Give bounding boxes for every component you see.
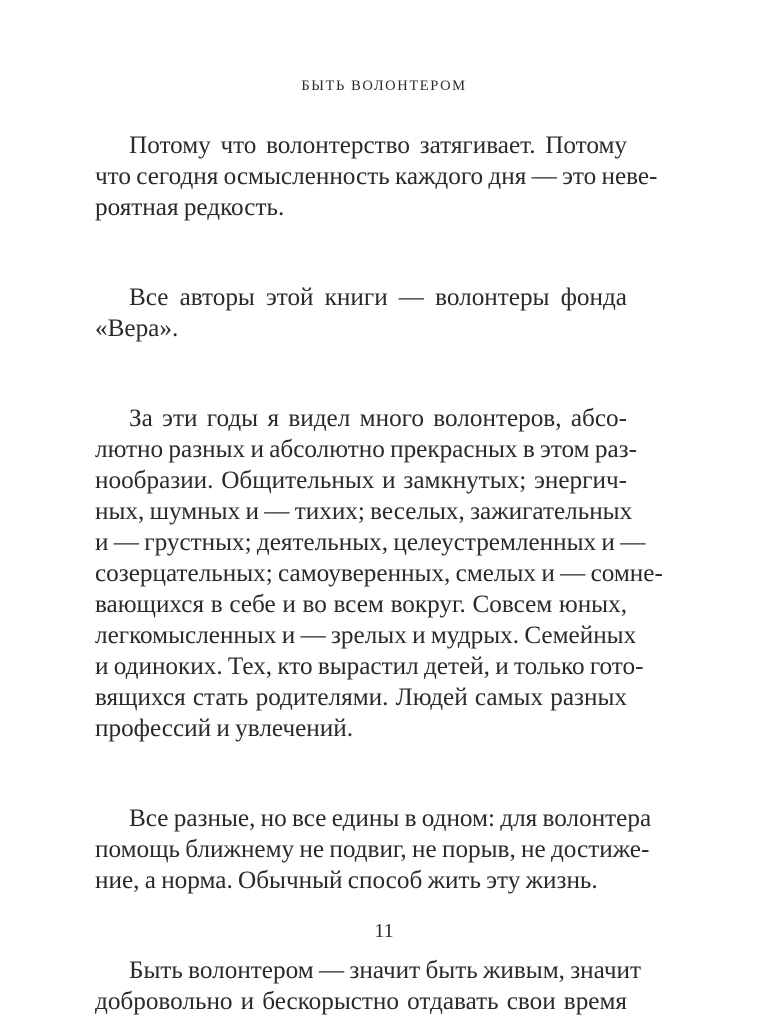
- text-line: вающихся в себе и во всем вокруг. Совсем юных,: [95, 591, 627, 618]
- text-line: Потому что волонтерство затягивает. Потому: [129, 132, 627, 159]
- text-line: «Вера».: [95, 315, 179, 342]
- text-line: профессий и увлечений.: [95, 715, 354, 742]
- text-line: ние, а норма. Обычный способ жить эту жизнь.: [95, 867, 598, 894]
- paragraph-5: [95, 955, 641, 1017]
- text-line: и одиноких. Тех, кто вырастил детей, и только гото-: [95, 653, 644, 680]
- text-line: что сегодня осмысленность каждого дня — это неве-: [95, 163, 658, 190]
- paragraph-3: [95, 403, 663, 744]
- body-text: [95, 130, 663, 1017]
- text-line: лютно разных и абсолютно прекрасных в этом раз-: [95, 436, 637, 463]
- text-line: Быть волонтером — значит быть живым, значит: [129, 957, 641, 984]
- paragraph-4: [95, 803, 652, 896]
- text-line: созерцательных; самоуверенных, смелых и — сомне-: [95, 560, 663, 587]
- text-line: За эти годы я видел много волонтеров, абсо-: [129, 405, 627, 432]
- running-head: БЫТЬ ВОЛОНТЕРОМ: [301, 78, 467, 94]
- text-line: ных, шумных и — тихих; веселых, зажигательных: [95, 498, 633, 525]
- text-line: Все разные, но все едины в одном: для волонтера: [129, 805, 652, 832]
- paragraph-1: [95, 130, 658, 223]
- paragraph-2: [95, 282, 627, 344]
- text-line: вящихся стать родителями. Людей самых разных: [95, 684, 627, 711]
- text-line: нообразии. Общительных и замкнутых; энергич-: [95, 467, 627, 494]
- text-line: добровольно и бескорыстно отдавать свои время: [95, 988, 627, 1015]
- text-line: Все авторы этой книги — волонтеры фонда: [129, 284, 627, 311]
- text-line: роятная редкость.: [95, 194, 285, 221]
- text-line: помощь ближнему не подвиг, не порыв, не достиже-: [95, 836, 650, 863]
- text-line: легкомысленных и — зрелых и мудрых. Семейных: [95, 622, 637, 649]
- page-number: 11: [374, 920, 394, 942]
- text-line: и — грустных; деятельных, целеустремленных и —: [95, 529, 646, 556]
